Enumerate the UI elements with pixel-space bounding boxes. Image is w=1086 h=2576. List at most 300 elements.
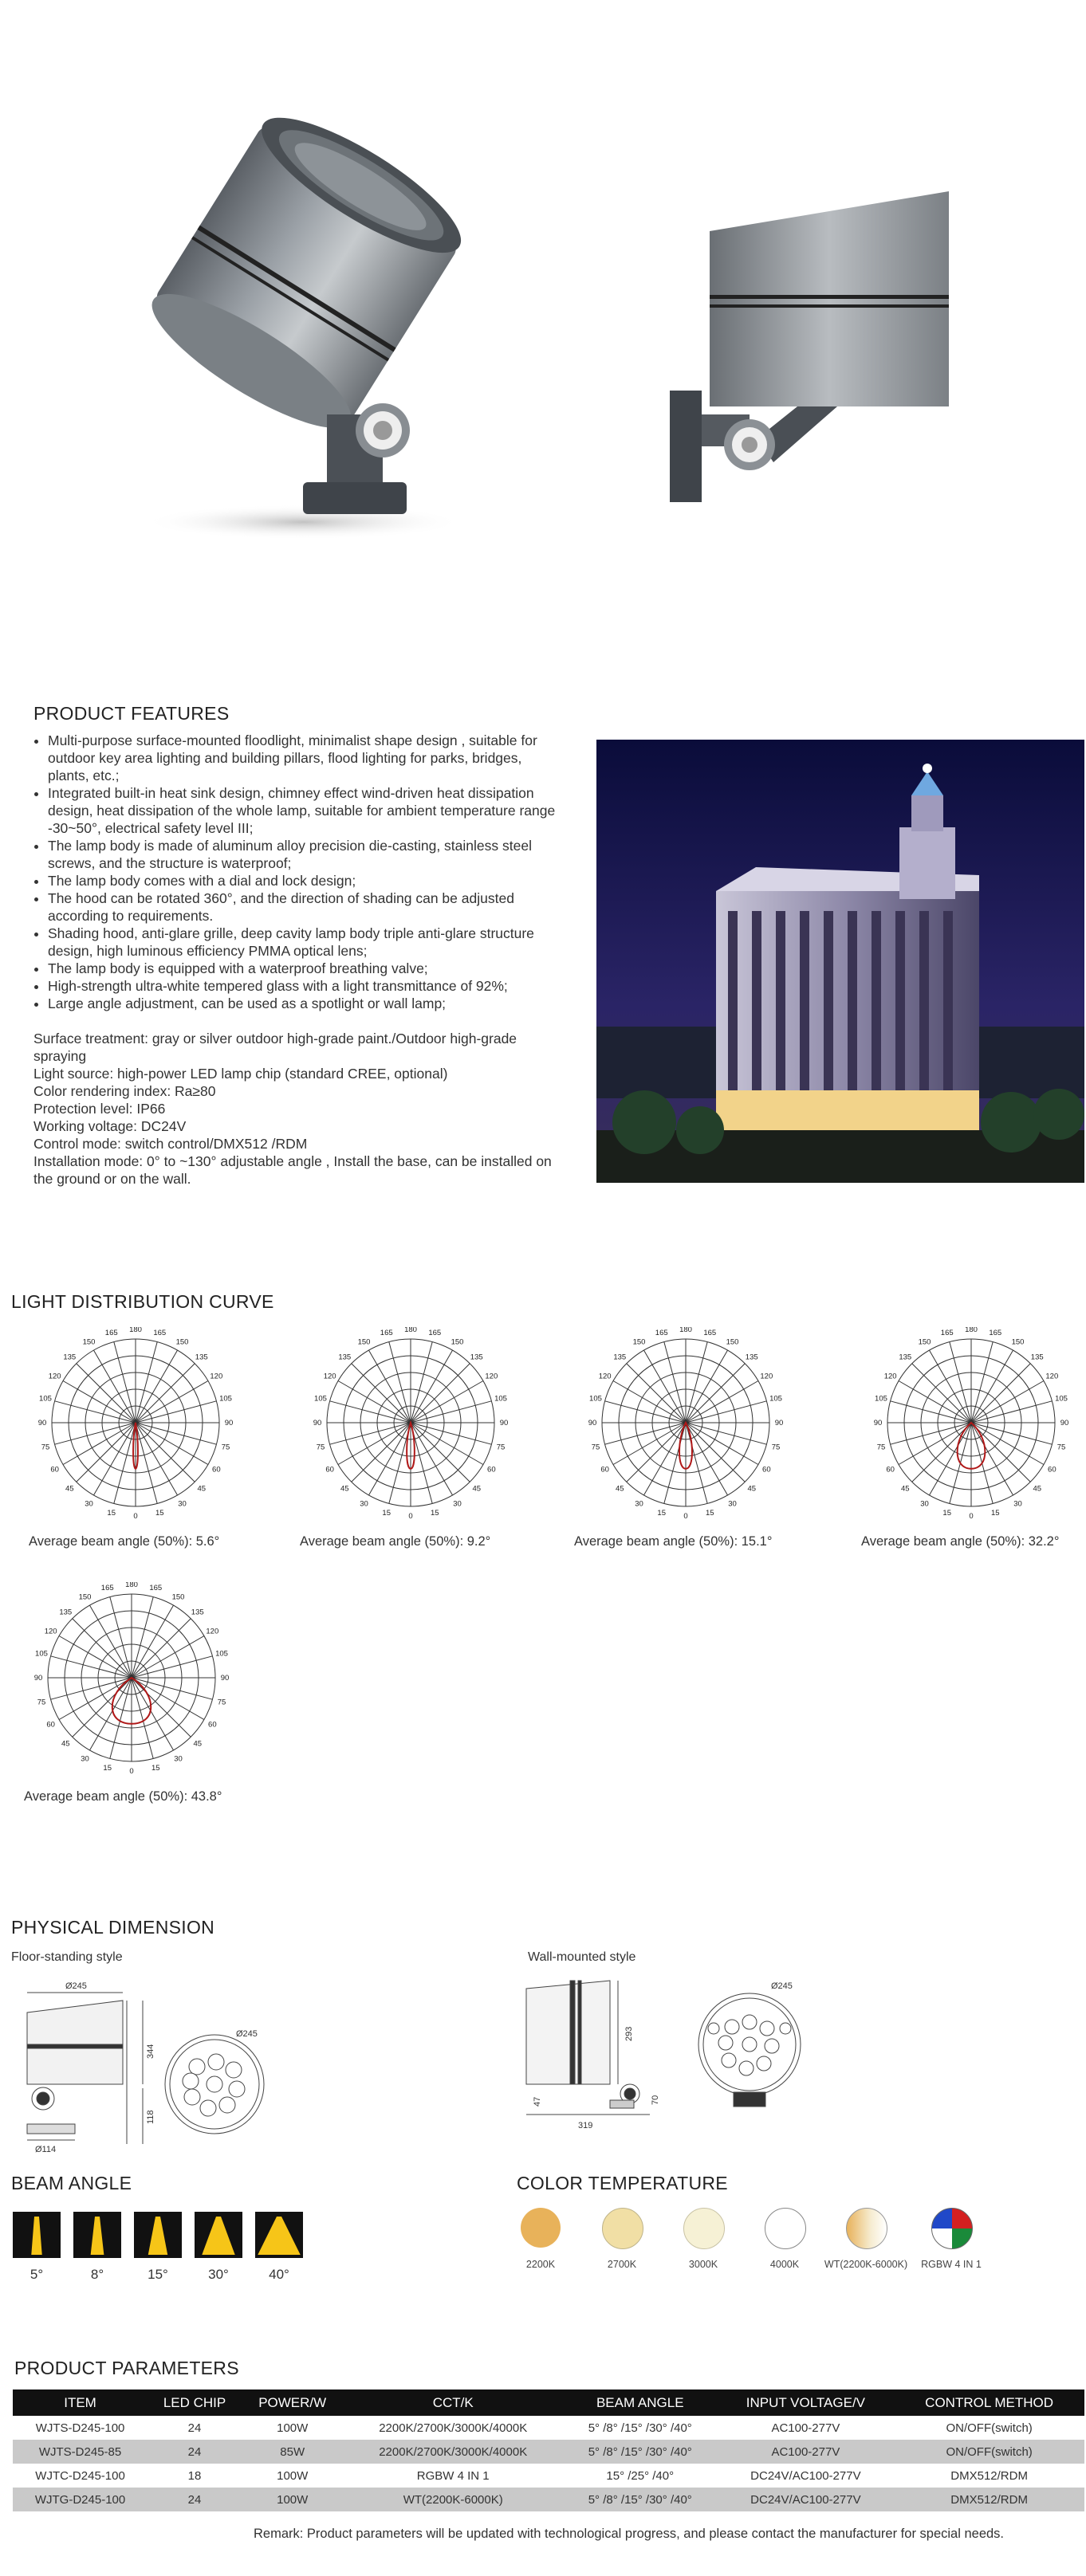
polar-spoke (110, 1678, 132, 1758)
spec-line: Installation mode: 0° to ~130° adjustable angle , Install the base, can be installed on the ground or on the wall. (33, 1153, 552, 1187)
beam-cone (91, 2217, 104, 2255)
beam-cone (258, 2217, 300, 2255)
polar-tick-label: 90 (224, 1419, 234, 1427)
dim-label: 344 (146, 2044, 155, 2059)
polar-tick-label: 105 (769, 1394, 782, 1404)
distribution-title: LIGHT DISTRIBUTION CURVE (11, 1291, 274, 1312)
wall-dimension-drawing (522, 1973, 817, 2148)
table-cell: 5° /8° /15° /30° /40° (563, 2440, 718, 2464)
floor-style-label: Floor-standing style (11, 1950, 123, 1964)
features-text (33, 732, 566, 1188)
beam-cone (202, 2217, 234, 2255)
polar-spoke (686, 1364, 745, 1423)
polar-tick-label: 45 (340, 1484, 349, 1494)
table-cell: WJTG-D245-100 (13, 2488, 148, 2511)
polar-tick-label: 75 (496, 1443, 506, 1452)
polar-spoke (330, 1401, 411, 1423)
polar-tick-label: 15 (382, 1509, 392, 1518)
polar-spoke (59, 1678, 132, 1720)
polar-tick-label: 180 (129, 1327, 142, 1334)
polar-spoke (930, 1350, 972, 1423)
polar-tick-label: 120 (323, 1372, 336, 1381)
polar-tick-label: 165 (149, 1583, 163, 1592)
table-cell: 2200K/2700K/3000K/4000K (379, 2421, 528, 2435)
feature-item: • Large angle adjustment, can be used as a spotlight or wall lamp; (48, 995, 566, 1012)
polar-chart-1 (20, 1327, 251, 1518)
spec-line: Protection level: IP66 (33, 1101, 166, 1117)
table-cell: 15° /25° /40° (606, 2468, 675, 2483)
polar-spoke (110, 1597, 132, 1678)
polar-tick-label: 90 (33, 1674, 43, 1683)
polar-spoke (136, 1423, 216, 1444)
beam-angle-label: 40° (269, 2267, 289, 2282)
polar-tick-label: 15 (705, 1509, 714, 1518)
dim-label: 319 (578, 2121, 593, 2130)
polar-tick-label: 150 (632, 1337, 646, 1347)
polar-caption: Average beam angle (50%): 32.2° (861, 1534, 1060, 1549)
table-header: CONTROL METHOD (894, 2389, 1084, 2416)
polar-spoke (136, 1381, 208, 1423)
polar-spoke (950, 1342, 971, 1423)
table-cell: 5° /8° /15° /30° /40° (563, 2488, 718, 2511)
polar-tick-label: 45 (747, 1484, 757, 1494)
feature-item: • The lamp body comes with a dial and lock design; (48, 872, 566, 889)
polar-spoke (971, 1342, 993, 1423)
polar-tick-label: 105 (314, 1394, 327, 1404)
table-cell: DC24V/AC100-277V (718, 2488, 895, 2511)
polar-tick-label: 135 (63, 1353, 77, 1362)
polar-caption: Average beam angle (50%): 5.6° (29, 1534, 220, 1549)
polar-spoke (686, 1381, 758, 1423)
polar-tick-label: 60 (46, 1720, 55, 1730)
polar-tick-label: 135 (745, 1353, 758, 1362)
features-title: PRODUCT FEATURES (33, 703, 230, 724)
polar-tick-label: 150 (78, 1592, 92, 1602)
polar-tick-label: 165 (104, 1328, 118, 1337)
polar-spoke (627, 1423, 686, 1482)
polar-tick-label: 30 (360, 1499, 368, 1509)
polar-spoke (77, 1423, 136, 1482)
polar-tick-label: 75 (771, 1443, 781, 1452)
polar-spoke (136, 1342, 157, 1423)
table-cell: 24 (148, 2440, 242, 2464)
dim-label: Ø245 (771, 1981, 793, 1991)
polar-tick-label: 150 (357, 1337, 371, 1347)
polar-spoke (136, 1364, 195, 1423)
dim-label: 118 (146, 2110, 155, 2124)
polar-spoke (613, 1423, 686, 1465)
polar-tick-label: 135 (59, 1608, 73, 1617)
feature-item: • The lamp body is made of aluminum alloy precision die-casting, stainless steel screws, and the structure is waterproof; (48, 837, 566, 872)
polar-spoke (389, 1342, 411, 1423)
polar-tick-label: 120 (883, 1372, 897, 1381)
color-label: 2200K (525, 2259, 556, 2270)
table-cell: 100W (277, 2468, 309, 2483)
polar-tick-label: 120 (44, 1627, 57, 1636)
polar-spoke (411, 1401, 491, 1423)
beam-cone (148, 2217, 167, 2255)
polar-tick-label: 30 (85, 1499, 93, 1509)
polar-spoke (605, 1423, 686, 1444)
polar-tick-label: 30 (453, 1499, 462, 1509)
table-cell: AC100-277V (771, 2421, 840, 2435)
feature-item: • The hood can be rotated 360°, and the direction of shading can be adjusted according to requirements. (48, 889, 566, 925)
polar-caption: Average beam angle (50%): 15.1° (574, 1534, 773, 1549)
feature-item: • The lamp body is equipped with a waterproof breathing valve; (48, 960, 566, 977)
polar-tick-label: 135 (191, 1608, 204, 1617)
polar-tick-label: 150 (171, 1592, 185, 1602)
polar-chart-2 (295, 1327, 526, 1518)
color-swatch-rgbw (931, 2208, 973, 2249)
dim-label: Ø245 (65, 1981, 87, 1991)
polar-spoke (136, 1423, 195, 1482)
polar-tick-label: 90 (774, 1419, 784, 1427)
polar-spoke (411, 1381, 483, 1423)
polar-tick-label: 180 (679, 1327, 692, 1334)
spec-block (33, 1030, 553, 1188)
polar-tick-label: 45 (65, 1484, 74, 1494)
polar-chart-3 (570, 1327, 801, 1518)
beam-angle-label: 30° (208, 2267, 229, 2282)
feature-list (33, 732, 566, 1012)
beam-angle-title: BEAM ANGLE (11, 2173, 132, 2193)
polar-spoke (77, 1364, 136, 1423)
polar-spoke (912, 1423, 971, 1482)
polar-spoke (132, 1597, 153, 1678)
table-header: BEAM ANGLE (563, 2389, 718, 2416)
polar-tick-label: 150 (82, 1337, 96, 1347)
table-cell: 24 (148, 2488, 242, 2511)
polar-tick-label: 105 (589, 1394, 602, 1404)
polar-spoke (369, 1350, 411, 1423)
polar-spoke (613, 1381, 686, 1423)
polar-tick-label: 75 (41, 1443, 50, 1452)
polar-spoke (971, 1350, 1013, 1423)
polar-tick-label: 30 (178, 1499, 187, 1509)
product-image-wall (662, 175, 965, 510)
polar-spoke (94, 1423, 136, 1495)
table-header: POWER/W (242, 2389, 344, 2416)
dim-label: 70 (651, 2095, 660, 2105)
polar-tick-label: 90 (873, 1419, 883, 1427)
color-label: 4000K (769, 2259, 800, 2270)
table-header: ITEM (13, 2389, 148, 2416)
table-row (13, 2416, 1084, 2440)
table-cell: 18 (187, 2468, 202, 2483)
polar-spoke (352, 1364, 411, 1423)
table-cell: WJTS-D245-85 (13, 2440, 148, 2464)
table-cell: DC24V/AC100-277V (750, 2468, 861, 2483)
dim-label: Ø114 (35, 2145, 57, 2154)
polar-spoke (369, 1423, 411, 1495)
polar-spoke (59, 1636, 132, 1679)
polar-tick-label: 90 (313, 1419, 322, 1427)
color-label: 2700K (607, 2259, 637, 2270)
parameters-table (13, 2389, 1084, 2511)
polar-spoke (132, 1678, 204, 1720)
polar-tick-label: 165 (655, 1328, 668, 1337)
polar-tick-label: 105 (39, 1394, 52, 1404)
polar-spoke (891, 1401, 971, 1423)
polar-tick-label: 75 (37, 1698, 46, 1707)
polar-tick-label: 75 (1056, 1443, 1066, 1452)
spec-line: Surface treatment: gray or silver outdoor high-grade paint./Outdoor high-grade spraying (33, 1031, 517, 1064)
polar-spoke (132, 1636, 204, 1679)
table-row (13, 2440, 1084, 2464)
polar-spoke (136, 1423, 178, 1495)
color-label: 3000K (688, 2259, 718, 2270)
polar-spoke (644, 1350, 687, 1423)
polar-spoke (55, 1401, 136, 1423)
polar-tick-label: 60 (50, 1465, 59, 1475)
polar-spoke (971, 1423, 1013, 1495)
polar-tick-label: 180 (125, 1582, 138, 1589)
polar-tick-label: 105 (35, 1649, 48, 1659)
polar-tick-label: 15 (151, 1764, 160, 1773)
polar-spoke (971, 1364, 1030, 1423)
feature-item: • Integrated built-in heat sink design, chimney effect wind-driven heat dissipation design, heat dissipation of the whole lamp, suitable for ambient temperature range -30~50°, electrical safety level III; (48, 784, 566, 837)
table-cell: WJTC-D245-100 (35, 2468, 125, 2483)
polar-spoke (971, 1381, 1044, 1423)
polar-spoke (63, 1423, 136, 1465)
product-image-floor (120, 80, 534, 550)
polar-tick-label: 135 (338, 1353, 352, 1362)
polar-tick-label: 45 (1033, 1484, 1042, 1494)
polar-spoke (686, 1423, 745, 1482)
color-label: RGBW 4 IN 1 (921, 2259, 982, 2270)
polar-tick-label: 60 (886, 1465, 895, 1475)
polar-tick-label: 90 (37, 1419, 47, 1427)
polar-tick-label: 15 (657, 1509, 667, 1518)
polar-spoke (971, 1401, 1052, 1423)
polar-tick-label: 30 (174, 1754, 183, 1764)
polar-tick-label: 105 (219, 1394, 232, 1404)
parameters-title: PRODUCT PARAMETERS (14, 2358, 239, 2378)
polar-tick-label: 165 (428, 1328, 442, 1337)
polar-spoke (971, 1423, 1044, 1465)
polar-spoke (664, 1342, 686, 1423)
feature-item: • Multi-purpose surface-mounted floodlight, minimalist shape design , suitable for outdoor key area lighting and building pillars, flood lighting for parks, bridges, plants, etc.; (48, 732, 566, 784)
polar-tick-label: 165 (940, 1328, 954, 1337)
polar-tick-label: 30 (728, 1499, 737, 1509)
table-cell: ON/OFF(switch) (894, 2440, 1084, 2464)
polar-tick-label: 120 (210, 1372, 223, 1381)
polar-tick-label: 150 (451, 1337, 464, 1347)
color-swatch-2700k (602, 2208, 643, 2249)
polar-spoke (686, 1342, 707, 1423)
polar-tick-label: 75 (217, 1698, 226, 1707)
color-swatch-2200k (521, 2208, 561, 2248)
polar-tick-label: 150 (1011, 1337, 1025, 1347)
building-night-photo (596, 740, 1084, 1183)
table-cell: 24 (187, 2421, 202, 2435)
beam-angle-label: 5° (30, 2267, 44, 2282)
polar-spoke (132, 1619, 191, 1678)
polar-tick-label: 60 (212, 1465, 221, 1475)
polar-tick-label: 165 (153, 1328, 167, 1337)
polar-tick-label: 180 (404, 1327, 417, 1334)
polar-spoke (971, 1423, 1030, 1482)
polar-tick-label: 15 (430, 1509, 439, 1518)
table-cell: DMX512/RDM (894, 2488, 1084, 2511)
polar-tick-label: 165 (989, 1328, 1002, 1337)
polar-spoke (136, 1423, 157, 1503)
polar-spoke (73, 1619, 132, 1678)
beam-angle-icon (195, 2212, 242, 2258)
polar-spoke (55, 1423, 136, 1444)
polar-tick-label: 75 (316, 1443, 325, 1452)
polar-tick-label: 165 (703, 1328, 717, 1337)
polar-tick-label: 90 (1060, 1419, 1069, 1427)
polar-chart-5 (16, 1582, 247, 1773)
polar-tick-label: 120 (760, 1372, 773, 1381)
polar-spoke (686, 1423, 707, 1503)
polar-tick-label: 105 (494, 1394, 507, 1404)
polar-spoke (664, 1423, 686, 1503)
dimension-title: PHYSICAL DIMENSION (11, 1917, 215, 1938)
table-header: LED CHIP (148, 2389, 242, 2416)
polar-tick-label: 120 (485, 1372, 498, 1381)
wall-style-label: Wall-mounted style (528, 1950, 636, 1964)
beam-angle-label: 15° (148, 2267, 168, 2282)
table-cell: AC100-277V (718, 2440, 895, 2464)
polar-spoke (411, 1350, 453, 1423)
polar-tick-label: 90 (588, 1419, 597, 1427)
table-cell: WJTS-D245-100 (35, 2421, 125, 2435)
polar-tick-label: 135 (195, 1353, 208, 1362)
polar-tick-label: 60 (600, 1465, 609, 1475)
polar-tick-label: 105 (1055, 1394, 1068, 1404)
table-header: CCT/K (343, 2389, 563, 2416)
polar-spoke (912, 1364, 971, 1423)
polar-spoke (899, 1381, 971, 1423)
polar-spoke (114, 1342, 136, 1423)
parameters-table-wrap (13, 2389, 1084, 2511)
color-temperature-title: COLOR TEMPERATURE (517, 2173, 728, 2193)
feature-item: • Shading hood, anti-glare grille, deep cavity lamp body triple anti-glare structure design, high luminous efficiency PMMA optical lens; (48, 925, 566, 960)
polar-spoke (132, 1678, 153, 1758)
polar-spoke (627, 1364, 686, 1423)
polar-spoke (686, 1423, 766, 1444)
polar-spoke (330, 1423, 411, 1444)
polar-tick-label: 30 (920, 1499, 929, 1509)
polar-tick-label: 15 (103, 1764, 112, 1773)
polar-tick-label: 150 (726, 1337, 739, 1347)
beam-angle-icon (255, 2212, 303, 2258)
polar-tick-label: 135 (899, 1353, 912, 1362)
polar-chart-4 (856, 1327, 1086, 1518)
polar-tick-label: 45 (615, 1484, 624, 1494)
polar-tick-label: 30 (635, 1499, 643, 1509)
polar-tick-label: 135 (470, 1353, 483, 1362)
feature-item: • High-strength ultra-white tempered glass with a light transmittance of 92%; (48, 977, 566, 995)
polar-tick-label: 120 (206, 1627, 219, 1636)
table-cell: RGBW 4 IN 1 (416, 2468, 490, 2483)
beam-angle-icon (13, 2212, 61, 2258)
dim-label: Ø245 (236, 2029, 258, 2039)
polar-tick-label: 15 (942, 1509, 952, 1518)
polar-spoke (930, 1423, 972, 1495)
polar-spoke (411, 1364, 470, 1423)
polar-caption: Average beam angle (50%): 9.2° (300, 1534, 491, 1549)
table-header-row (13, 2389, 1084, 2416)
polar-spoke (132, 1678, 191, 1737)
polar-spoke (686, 1401, 766, 1423)
polar-spoke (899, 1423, 971, 1465)
polar-spoke (132, 1656, 212, 1678)
table-row (13, 2488, 1084, 2511)
polar-tick-label: 45 (193, 1739, 203, 1749)
polar-spoke (338, 1381, 411, 1423)
polar-spoke (411, 1342, 432, 1423)
polar-tick-label: 150 (175, 1337, 189, 1347)
polar-tick-label: 15 (107, 1509, 116, 1518)
polar-tick-label: 150 (918, 1337, 931, 1347)
table-cell: DMX512/RDM (950, 2468, 1028, 2483)
spec-line: Working voltage: DC24V (33, 1118, 187, 1134)
beam-cone (31, 2217, 41, 2255)
color-swatch-3000k (683, 2208, 725, 2249)
parameters-remark: Remark: Product parameters will be updated with technological progress, and please contact the manufacturer for special needs. (254, 2527, 1005, 2541)
polar-spoke (411, 1423, 483, 1465)
polar-spoke (73, 1678, 132, 1737)
polar-tick-label: 120 (48, 1372, 61, 1381)
polar-tick-label: 0 (133, 1512, 138, 1518)
polar-spoke (411, 1423, 491, 1444)
polar-tick-label: 120 (598, 1372, 612, 1381)
color-swatch-wt (846, 2208, 887, 2249)
polar-spoke (63, 1381, 136, 1423)
floor-dimension-drawing (11, 1973, 274, 2156)
polar-spoke (338, 1423, 411, 1465)
beam-angle-label: 8° (90, 2267, 104, 2282)
polar-spoke (136, 1401, 216, 1423)
polar-tick-label: 75 (876, 1443, 886, 1452)
polar-tick-label: 45 (900, 1484, 910, 1494)
polar-tick-label: 0 (129, 1767, 134, 1773)
polar-tick-label: 75 (221, 1443, 230, 1452)
polar-spoke (605, 1401, 686, 1423)
polar-spoke (132, 1605, 174, 1678)
color-label: WT(2200K-6000K) (824, 2259, 908, 2270)
beam-angle-row (11, 2212, 306, 2268)
polar-caption: Average beam angle (50%): 43.8° (24, 1789, 222, 1804)
polar-spoke (94, 1350, 136, 1423)
polar-spoke (90, 1605, 132, 1678)
polar-tick-label: 135 (613, 1353, 627, 1362)
table-header: INPUT VOLTAGE/V (718, 2389, 895, 2416)
polar-tick-label: 0 (408, 1512, 413, 1518)
polar-spoke (136, 1423, 208, 1465)
polar-tick-label: 120 (1045, 1372, 1059, 1381)
polar-tick-label: 0 (969, 1512, 974, 1518)
table-cell: 85W (242, 2440, 344, 2464)
table-row (13, 2464, 1084, 2488)
polar-spoke (114, 1423, 136, 1503)
polar-tick-label: 30 (81, 1754, 89, 1764)
polar-tick-label: 45 (472, 1484, 482, 1494)
dim-label: 47 (533, 2096, 542, 2107)
color-swatch-4000k (765, 2208, 806, 2249)
polar-tick-label: 165 (380, 1328, 393, 1337)
polar-tick-label: 105 (875, 1394, 887, 1404)
polar-tick-label: 75 (591, 1443, 600, 1452)
spec-line: Light source: high-power LED lamp chip (standard CREE, optional) (33, 1066, 448, 1082)
dim-label: 293 (624, 2026, 634, 2041)
polar-spoke (51, 1656, 132, 1678)
polar-tick-label: 60 (208, 1720, 217, 1730)
table-cell: WT(2200K-6000K) (343, 2488, 563, 2511)
